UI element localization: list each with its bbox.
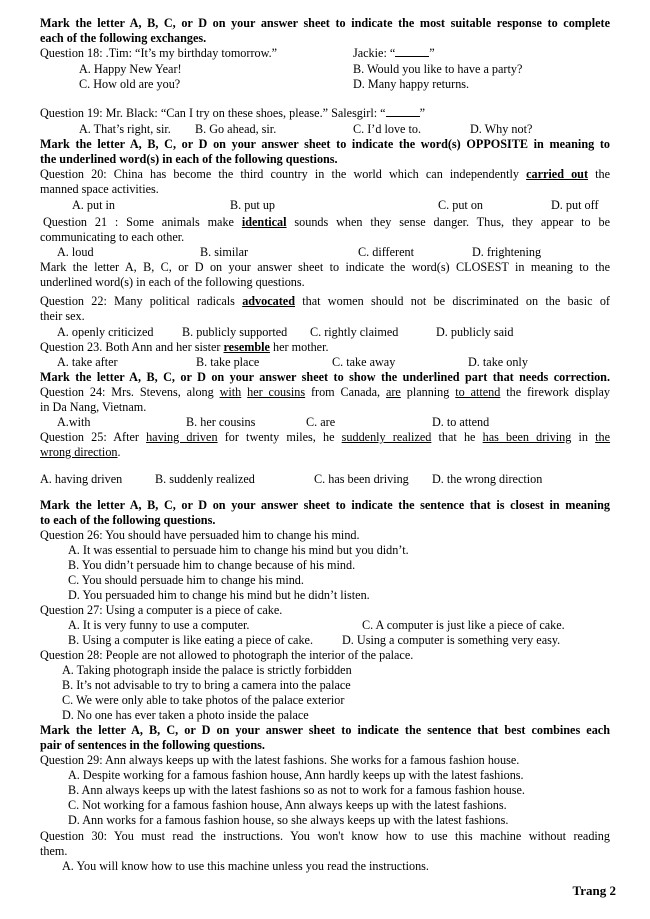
question-25-stem-2: wrong direction.: [40, 445, 121, 459]
section-heading-correction: Mark the letter A, B, C, or D on your answer sheet to show the underlined part that needs correction.: [40, 370, 610, 384]
question-18-option-c[interactable]: C. How old are you?: [79, 77, 181, 91]
question-27-option-c[interactable]: C. A computer is just like a piece of cake.: [362, 618, 565, 632]
question-19-option-a[interactable]: A. That’s right, sir.: [79, 122, 171, 136]
section-heading-combine-2: pair of sentences in the following questions.: [40, 738, 265, 752]
underlined-part-d: to attend: [455, 385, 501, 399]
question-30-stem: Question 30: You must read the instructions. You won't know how to use this machine without reading: [40, 829, 610, 843]
underlined-part-c: are: [385, 385, 401, 399]
question-21-stem-2: communicating to each other.: [40, 230, 185, 244]
question-18-stem: Question 18: .Tim: “It’s my birthday tomorrow.”: [40, 46, 278, 60]
question-21-option-a[interactable]: A. loud: [57, 245, 94, 259]
question-23-option-a[interactable]: A. take after: [57, 355, 118, 369]
question-18-option-d[interactable]: D. Many happy returns.: [353, 77, 470, 91]
question-30-option-a[interactable]: A. You will know how to use this machine unless you read the instructions.: [62, 859, 429, 873]
section-heading-opposite-2: the underlined word(s) in each of the following questions.: [40, 152, 338, 166]
section-heading-opposite: Mark the letter A, B, C, or D on your answer sheet to indicate the word(s) OPPOSITE in meaning to: [40, 137, 610, 151]
question-27-option-b[interactable]: B. Using a computer is like eating a piece of cake.: [68, 633, 314, 647]
question-30-stem-2: them.: [40, 844, 68, 858]
underlined-part-c: has been driving: [482, 430, 572, 444]
question-23-option-c[interactable]: C. take away: [332, 355, 396, 369]
answer-blank: [386, 106, 420, 117]
question-25-option-d[interactable]: D. the wrong direction: [432, 472, 543, 486]
question-20-option-b[interactable]: B. put up: [230, 198, 276, 212]
question-28-option-c[interactable]: C. We were only able to take photos of the palace exterior: [62, 693, 345, 707]
question-21-option-d[interactable]: D. frightening: [472, 245, 542, 259]
question-22-stem: Question 22: Many political radicals advocated that women should not be discriminated on the basic of: [40, 294, 610, 308]
page-number: Trang 2: [572, 883, 616, 898]
underlined-word: resemble: [223, 340, 270, 354]
question-19-option-c[interactable]: C. I’d love to.: [353, 122, 422, 136]
question-21-stem: Question 21 : Some animals make identical sounds when they sense danger. Thus, they appear to be: [43, 215, 610, 229]
underlined-word: advocated: [242, 294, 295, 308]
question-23-option-b[interactable]: B. take place: [196, 355, 260, 369]
question-26-option-b[interactable]: B. You didn’t persuade him to change because of his mind.: [68, 558, 356, 572]
question-29-stem: Question 29: Ann always keeps up with the latest fashions. She works for a famous fashion house.: [40, 753, 520, 767]
question-26-option-d[interactable]: D. You persuaded him to change his mind but he didn’t listen.: [68, 588, 370, 602]
question-22-option-c[interactable]: C. rightly claimed: [310, 325, 399, 339]
question-19-stem: Question 19: Mr. Black: “Can I try on these shoes, please.” Salesgirl: “ ”: [40, 106, 425, 120]
section-heading-exchanges: Mark the letter A, B, C, or D on your answer sheet to indicate the most suitable response to complete: [40, 16, 610, 30]
question-22-option-b[interactable]: B. publicly supported: [182, 325, 288, 339]
section-heading-closest: Mark the letter A, B, C, or D on your answer sheet to indicate the word(s) CLOSEST in meaning to the: [40, 260, 610, 274]
question-20-stem: Question 20: China has become the third country in the world which can independently carried out the: [40, 167, 611, 181]
question-23-option-d[interactable]: D. take only: [468, 355, 528, 369]
underlined-part-d: the: [595, 430, 611, 444]
answer-blank: [395, 46, 429, 57]
question-27-option-a[interactable]: A. It is very funny to use a computer.: [68, 618, 250, 632]
question-28-option-d[interactable]: D. No one has ever taken a photo inside the palace: [62, 708, 309, 722]
question-19-option-b[interactable]: B. Go ahead, sir.: [195, 122, 277, 136]
question-26-option-c[interactable]: C. You should persuade him to change his mind.: [68, 573, 304, 587]
underlined-word: identical: [241, 215, 287, 229]
question-20-option-d[interactable]: D. put off: [551, 198, 599, 212]
question-24-stem: Question 24: Mrs. Stevens, along with her cousins from Canada, are planning to attend the firework display: [40, 385, 610, 399]
question-18-reply: Jackie: “ ”: [353, 46, 435, 60]
question-25-option-a[interactable]: A. having driven: [40, 472, 123, 486]
question-25-option-b[interactable]: B. suddenly realized: [155, 472, 255, 486]
question-22-option-a[interactable]: A. openly criticized: [57, 325, 154, 339]
question-21-option-c[interactable]: C. different: [358, 245, 414, 259]
question-25-stem: Question 25: After having driven for twenty miles, he suddenly realized that he has been driving in the: [40, 430, 611, 444]
question-18-option-a[interactable]: A. Happy New Year!: [79, 62, 182, 76]
underlined-part-a: with: [219, 385, 242, 399]
question-24-stem-2: in Da Nang, Vietnam.: [40, 400, 147, 414]
underlined-word: carried out: [526, 167, 589, 181]
section-heading-exchanges-2: each of the following exchanges.: [40, 31, 207, 45]
question-21-option-b[interactable]: B. similar: [200, 245, 249, 259]
question-24-option-a[interactable]: A.with: [57, 415, 91, 429]
question-26-stem: Question 26: You should have persuaded him to change his mind.: [40, 528, 360, 542]
section-heading-closest-2: underlined word(s) in each of the following questions.: [40, 275, 305, 289]
question-22-option-d[interactable]: D. publicly said: [436, 325, 514, 339]
section-heading-meaning-2: to each of the following questions.: [40, 513, 216, 527]
underlined-part-a: having driven: [146, 430, 218, 444]
question-27-stem: Question 27: Using a computer is a piece of cake.: [40, 603, 283, 617]
question-24-option-c[interactable]: C. are: [306, 415, 336, 429]
question-25-option-c[interactable]: C. has been driving: [314, 472, 409, 486]
question-29-option-a[interactable]: A. Despite working for a famous fashion house, Ann hardly keeps up with the latest fashions.: [68, 768, 524, 782]
question-29-option-d[interactable]: D. Ann works for a famous fashion house, so she always keeps up with the latest fashions.: [68, 813, 509, 827]
underlined-part-b: suddenly realized: [341, 430, 432, 444]
underlined-part-b: her cousins: [247, 385, 306, 399]
question-20-stem-2: manned space activities.: [40, 182, 159, 196]
question-28-option-b[interactable]: B. It’s not advisable to try to bring a camera into the palace: [62, 678, 351, 692]
question-19-option-d[interactable]: D. Why not?: [470, 122, 533, 136]
question-23-stem: Question 23. Both Ann and her sister resemble her mother.: [40, 340, 329, 354]
question-29-option-b[interactable]: B. Ann always keeps up with the latest fashions so as not to work for a famous fashion house.: [68, 783, 525, 797]
question-27-option-d[interactable]: D. Using a computer is something very easy.: [342, 633, 561, 647]
question-24-option-d[interactable]: D. to attend: [432, 415, 490, 429]
question-26-option-a[interactable]: A. It was essential to persuade him to change his mind but you didn’t.: [68, 543, 409, 557]
question-28-stem: Question 28: People are not allowed to photograph the interior of the palace.: [40, 648, 414, 662]
section-heading-meaning: Mark the letter A, B, C, or D on your answer sheet to indicate the sentence that is closest in meaning: [40, 498, 610, 512]
question-29-option-c[interactable]: C. Not working for a famous fashion house, Ann always keeps up with the latest fashions.: [68, 798, 507, 812]
question-20-option-a[interactable]: A. put in: [72, 198, 115, 212]
question-22-stem-2: their sex.: [40, 309, 85, 323]
section-heading-combine: Mark the letter A, B, C, or D on your answer sheet to indicate the sentence that best combines each: [40, 723, 610, 737]
question-24-option-b[interactable]: B. her cousins: [186, 415, 256, 429]
question-28-option-a[interactable]: A. Taking photograph inside the palace is strictly forbidden: [62, 663, 352, 677]
question-20-option-c[interactable]: C. put on: [438, 198, 484, 212]
question-18-option-b[interactable]: B. Would you like to have a party?: [353, 62, 523, 76]
